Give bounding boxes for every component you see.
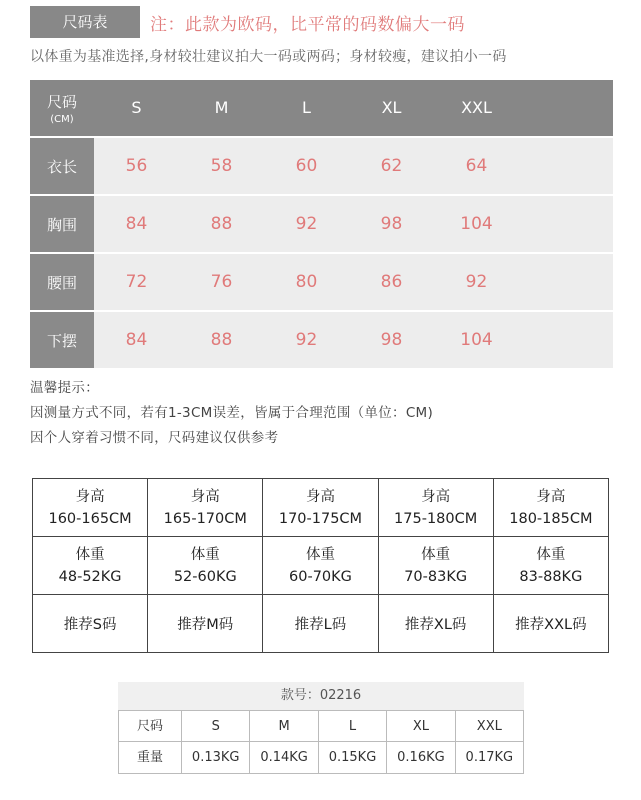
suggestion-cell: 推荐M码 bbox=[148, 595, 263, 653]
table-row bbox=[30, 310, 613, 368]
tips-title: 温馨提示： bbox=[30, 380, 99, 396]
table-cell: XL bbox=[386, 710, 455, 742]
table-row bbox=[33, 537, 609, 595]
table-cell: 0.15KG bbox=[318, 742, 387, 774]
height-cell: 身高 160-165CM bbox=[33, 479, 148, 537]
table-cell: 98 bbox=[380, 214, 403, 234]
height-cell: 身高 170-175CM bbox=[263, 479, 378, 537]
table-cell: 72 bbox=[125, 272, 148, 292]
table-row bbox=[33, 595, 609, 653]
table-cell: L bbox=[318, 710, 387, 742]
table-row bbox=[118, 742, 524, 774]
table-cell: 104 bbox=[460, 330, 493, 350]
table-row bbox=[30, 136, 613, 194]
table-cell: 98 bbox=[380, 330, 403, 350]
table-cell: 92 bbox=[295, 330, 318, 350]
table-cell: 58 bbox=[210, 156, 233, 176]
size-chart bbox=[30, 80, 613, 368]
table-cell: 56 bbox=[125, 156, 148, 176]
tips bbox=[30, 376, 433, 451]
suggestion-cell: 推荐XL码 bbox=[378, 595, 493, 653]
suggestion-cell: 推荐L码 bbox=[263, 595, 378, 653]
row-label: 衣长 bbox=[30, 138, 94, 194]
table-row bbox=[118, 710, 524, 742]
table-cell: 76 bbox=[210, 272, 233, 292]
table-cell: S bbox=[181, 710, 250, 742]
size-header-m: M bbox=[214, 98, 229, 117]
table-cell: 84 bbox=[125, 330, 148, 350]
table-cell: 80 bbox=[295, 272, 318, 292]
suggestion-cell: 推荐S码 bbox=[33, 595, 148, 653]
header bbox=[30, 6, 465, 38]
size-header-s: S bbox=[131, 98, 142, 117]
size-label-cell: 尺码 bbox=[118, 710, 182, 742]
table-cell: M bbox=[249, 710, 318, 742]
row-label: 胸围 bbox=[30, 196, 94, 252]
corner-cell bbox=[30, 80, 94, 136]
height-cell: 身高 175-180CM bbox=[378, 479, 493, 537]
table-cell: 0.16KG bbox=[386, 742, 455, 774]
corner-label: 尺码 bbox=[46, 93, 77, 111]
table-cell: 0.17KG bbox=[455, 742, 524, 774]
size-chart-header-row bbox=[30, 80, 613, 136]
sizing-advice: 以体重为基准选择,身材较壮建议拍大一码或两码；身材较瘦，建议拍小一码 bbox=[30, 49, 507, 65]
table-cell: 0.14KG bbox=[249, 742, 318, 774]
weight-cell: 体重 52-60KG bbox=[148, 537, 263, 595]
weight-cell: 体重 70-83KG bbox=[378, 537, 493, 595]
size-header-xxl: XXL bbox=[461, 98, 492, 117]
row-label: 腰围 bbox=[30, 254, 94, 310]
height-cell: 身高 180-185CM bbox=[493, 479, 608, 537]
weight-cell: 体重 48-52KG bbox=[33, 537, 148, 595]
tips-line-1: 因测量方式不同，若有1-3CM误差，皆属于合理范围（单位：CM) bbox=[30, 405, 434, 421]
table-cell: 88 bbox=[210, 330, 233, 350]
table-cell: 84 bbox=[125, 214, 148, 234]
table-cell: 64 bbox=[465, 156, 488, 176]
table-row bbox=[33, 479, 609, 537]
sizing-note: 注：此款为欧码，比平常的码数偏大一码 bbox=[150, 14, 465, 35]
row-label: 下摆 bbox=[30, 312, 94, 368]
height-cell: 身高 165-170CM bbox=[148, 479, 263, 537]
weight-cell: 体重 60-70KG bbox=[263, 537, 378, 595]
table-cell: 62 bbox=[380, 156, 403, 176]
table-cell: 92 bbox=[295, 214, 318, 234]
weight-label-cell: 重量 bbox=[118, 742, 182, 774]
table-cell: 60 bbox=[295, 156, 318, 176]
table-row bbox=[30, 252, 613, 310]
suggestion-cell: 推荐XXL码 bbox=[493, 595, 608, 653]
tips-line-2: 因个人穿着习惯不同，尺码建议仅供参考 bbox=[30, 430, 279, 446]
weight-cell: 体重 83-88KG bbox=[493, 537, 608, 595]
size-header-l: L bbox=[302, 98, 311, 117]
table-cell: 92 bbox=[465, 272, 488, 292]
size-chart-tag: 尺码表 bbox=[30, 6, 140, 38]
size-header-xl: XL bbox=[381, 98, 402, 117]
weight-table bbox=[118, 682, 524, 774]
style-number: 款号：02216 bbox=[118, 682, 524, 710]
table-cell: XXL bbox=[455, 710, 524, 742]
table-row bbox=[30, 194, 613, 252]
table-cell: 86 bbox=[380, 272, 403, 292]
table-cell: 0.13KG bbox=[181, 742, 250, 774]
size-recommendation-table bbox=[32, 478, 609, 653]
corner-unit: (CM) bbox=[50, 114, 74, 125]
table-cell: 88 bbox=[210, 214, 233, 234]
table-cell: 104 bbox=[460, 214, 493, 234]
